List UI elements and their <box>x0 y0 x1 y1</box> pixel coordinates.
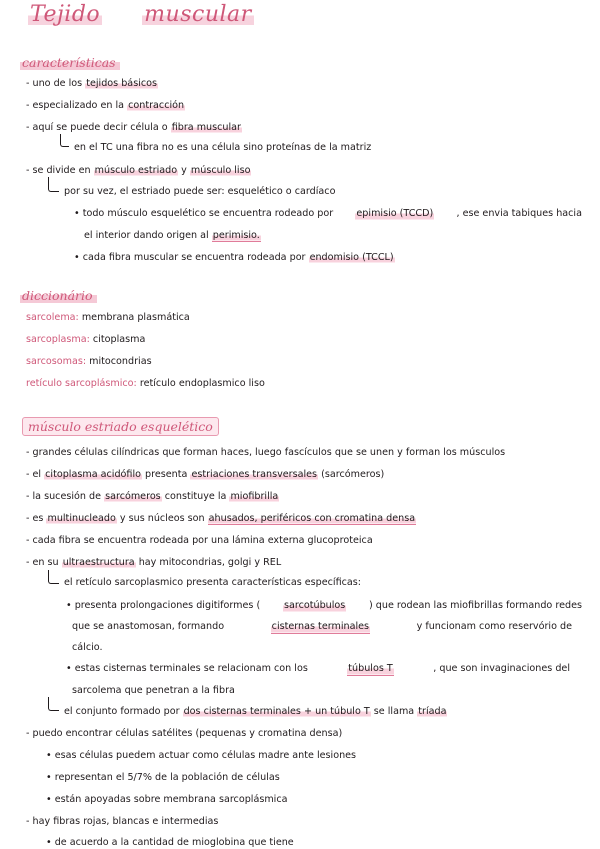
note-line: el interior dando origen al perimisio. <box>84 230 260 241</box>
arrow-icon <box>48 570 59 584</box>
dictionary-entry: sarcolema: membrana plasmática <box>26 312 190 323</box>
note-line: - es multinucleado y sus núcleos son ahusados, periféricos con cromatina densa <box>26 513 416 524</box>
note-line: - especializado en la contracción <box>26 100 185 111</box>
note-line: - en su ultraestructura hay mitocondrias, golgi y REL <box>26 557 282 568</box>
note-line: • representan el 5/7% de la población de células <box>46 772 280 783</box>
arrow-icon <box>60 134 69 147</box>
note-line: - hay fibras rojas, blancas e intermedias <box>26 816 219 827</box>
note-line: - puedo encontrar células satélites (pequenas y cromatina densa) <box>26 728 343 739</box>
note-line: - aquí se puede decir célula o fibra muscular <box>26 122 241 133</box>
title-word-2: muscular <box>144 2 252 27</box>
note-line: • esas células puedem actuar como células madre ante lesiones <box>46 750 357 761</box>
note-line: el conjunto formado por dos cisternas terminales + un túbulo T se llama tríada <box>64 706 447 717</box>
section-heading-diccionario: diccionário <box>20 288 97 304</box>
note-line: cálcio. <box>72 642 103 653</box>
note-line: • están apoyadas sobre membrana sarcoplásmica <box>46 794 288 805</box>
dictionary-entry: retículo sarcoplásmico: retículo endoplasmico liso <box>26 378 265 389</box>
note-line: - el citoplasma acidófilo presenta estriaciones transversales (sarcómeros) <box>26 469 385 480</box>
note-line: en el TC una fibra no es una célula sino proteínas de la matriz <box>74 142 372 153</box>
note-line: el retículo sarcoplasmico presenta características específicas: <box>64 577 362 588</box>
note-line: - cada fibra se encuentra rodeada por una lámina externa glucoproteica <box>26 535 373 546</box>
section-heading-estriado: músculo estriado esquelético <box>22 417 219 436</box>
note-line: que se anastomosan, formando cisternas terminales y funcionam como reservório de <box>72 621 572 632</box>
arrow-icon <box>48 177 59 192</box>
note-line: - la sucesión de sarcómeros constituye la miofibrilla <box>26 491 279 502</box>
page-title <box>28 2 254 27</box>
section-heading-caracteristicas: características <box>20 55 120 71</box>
note-line: sarcolema que penetran a la fibra <box>72 685 235 696</box>
arrow-icon <box>48 697 59 711</box>
note-line: • cada fibra muscular se encuentra rodeada por endomisio (TCCL) <box>74 252 394 263</box>
dictionary-entry: sarcosomas: mitocondrias <box>26 356 152 367</box>
note-line: • estas cisternas terminales se relacionam con los túbulos T , que son invaginaciones del <box>66 663 570 674</box>
note-line: - grandes células cilíndricas que forman haces, luego fascículos que se unen y forman los músculos <box>26 447 506 458</box>
note-line: • presenta prolongaciones digitiformes ( sarcotúbulos ) que rodean las miofibrillas formando redes <box>66 600 582 611</box>
note-line: - uno de los tejidos básicos <box>26 78 157 89</box>
note-line: - se divide en músculo estriado y músculo liso <box>26 165 251 176</box>
dictionary-entry: sarcoplasma: citoplasma <box>26 334 146 345</box>
note-line: • todo músculo esquelético se encuentra rodeado por epimisio (TCCD) , ese envia tabiques hacia <box>74 208 582 219</box>
note-line: • de acuerdo a la cantidad de mioglobina que tiene <box>46 837 294 848</box>
title-word-1: Tejido <box>30 2 101 27</box>
note-line: por su vez, el estriado puede ser: esquelético o cardíaco <box>64 186 336 197</box>
